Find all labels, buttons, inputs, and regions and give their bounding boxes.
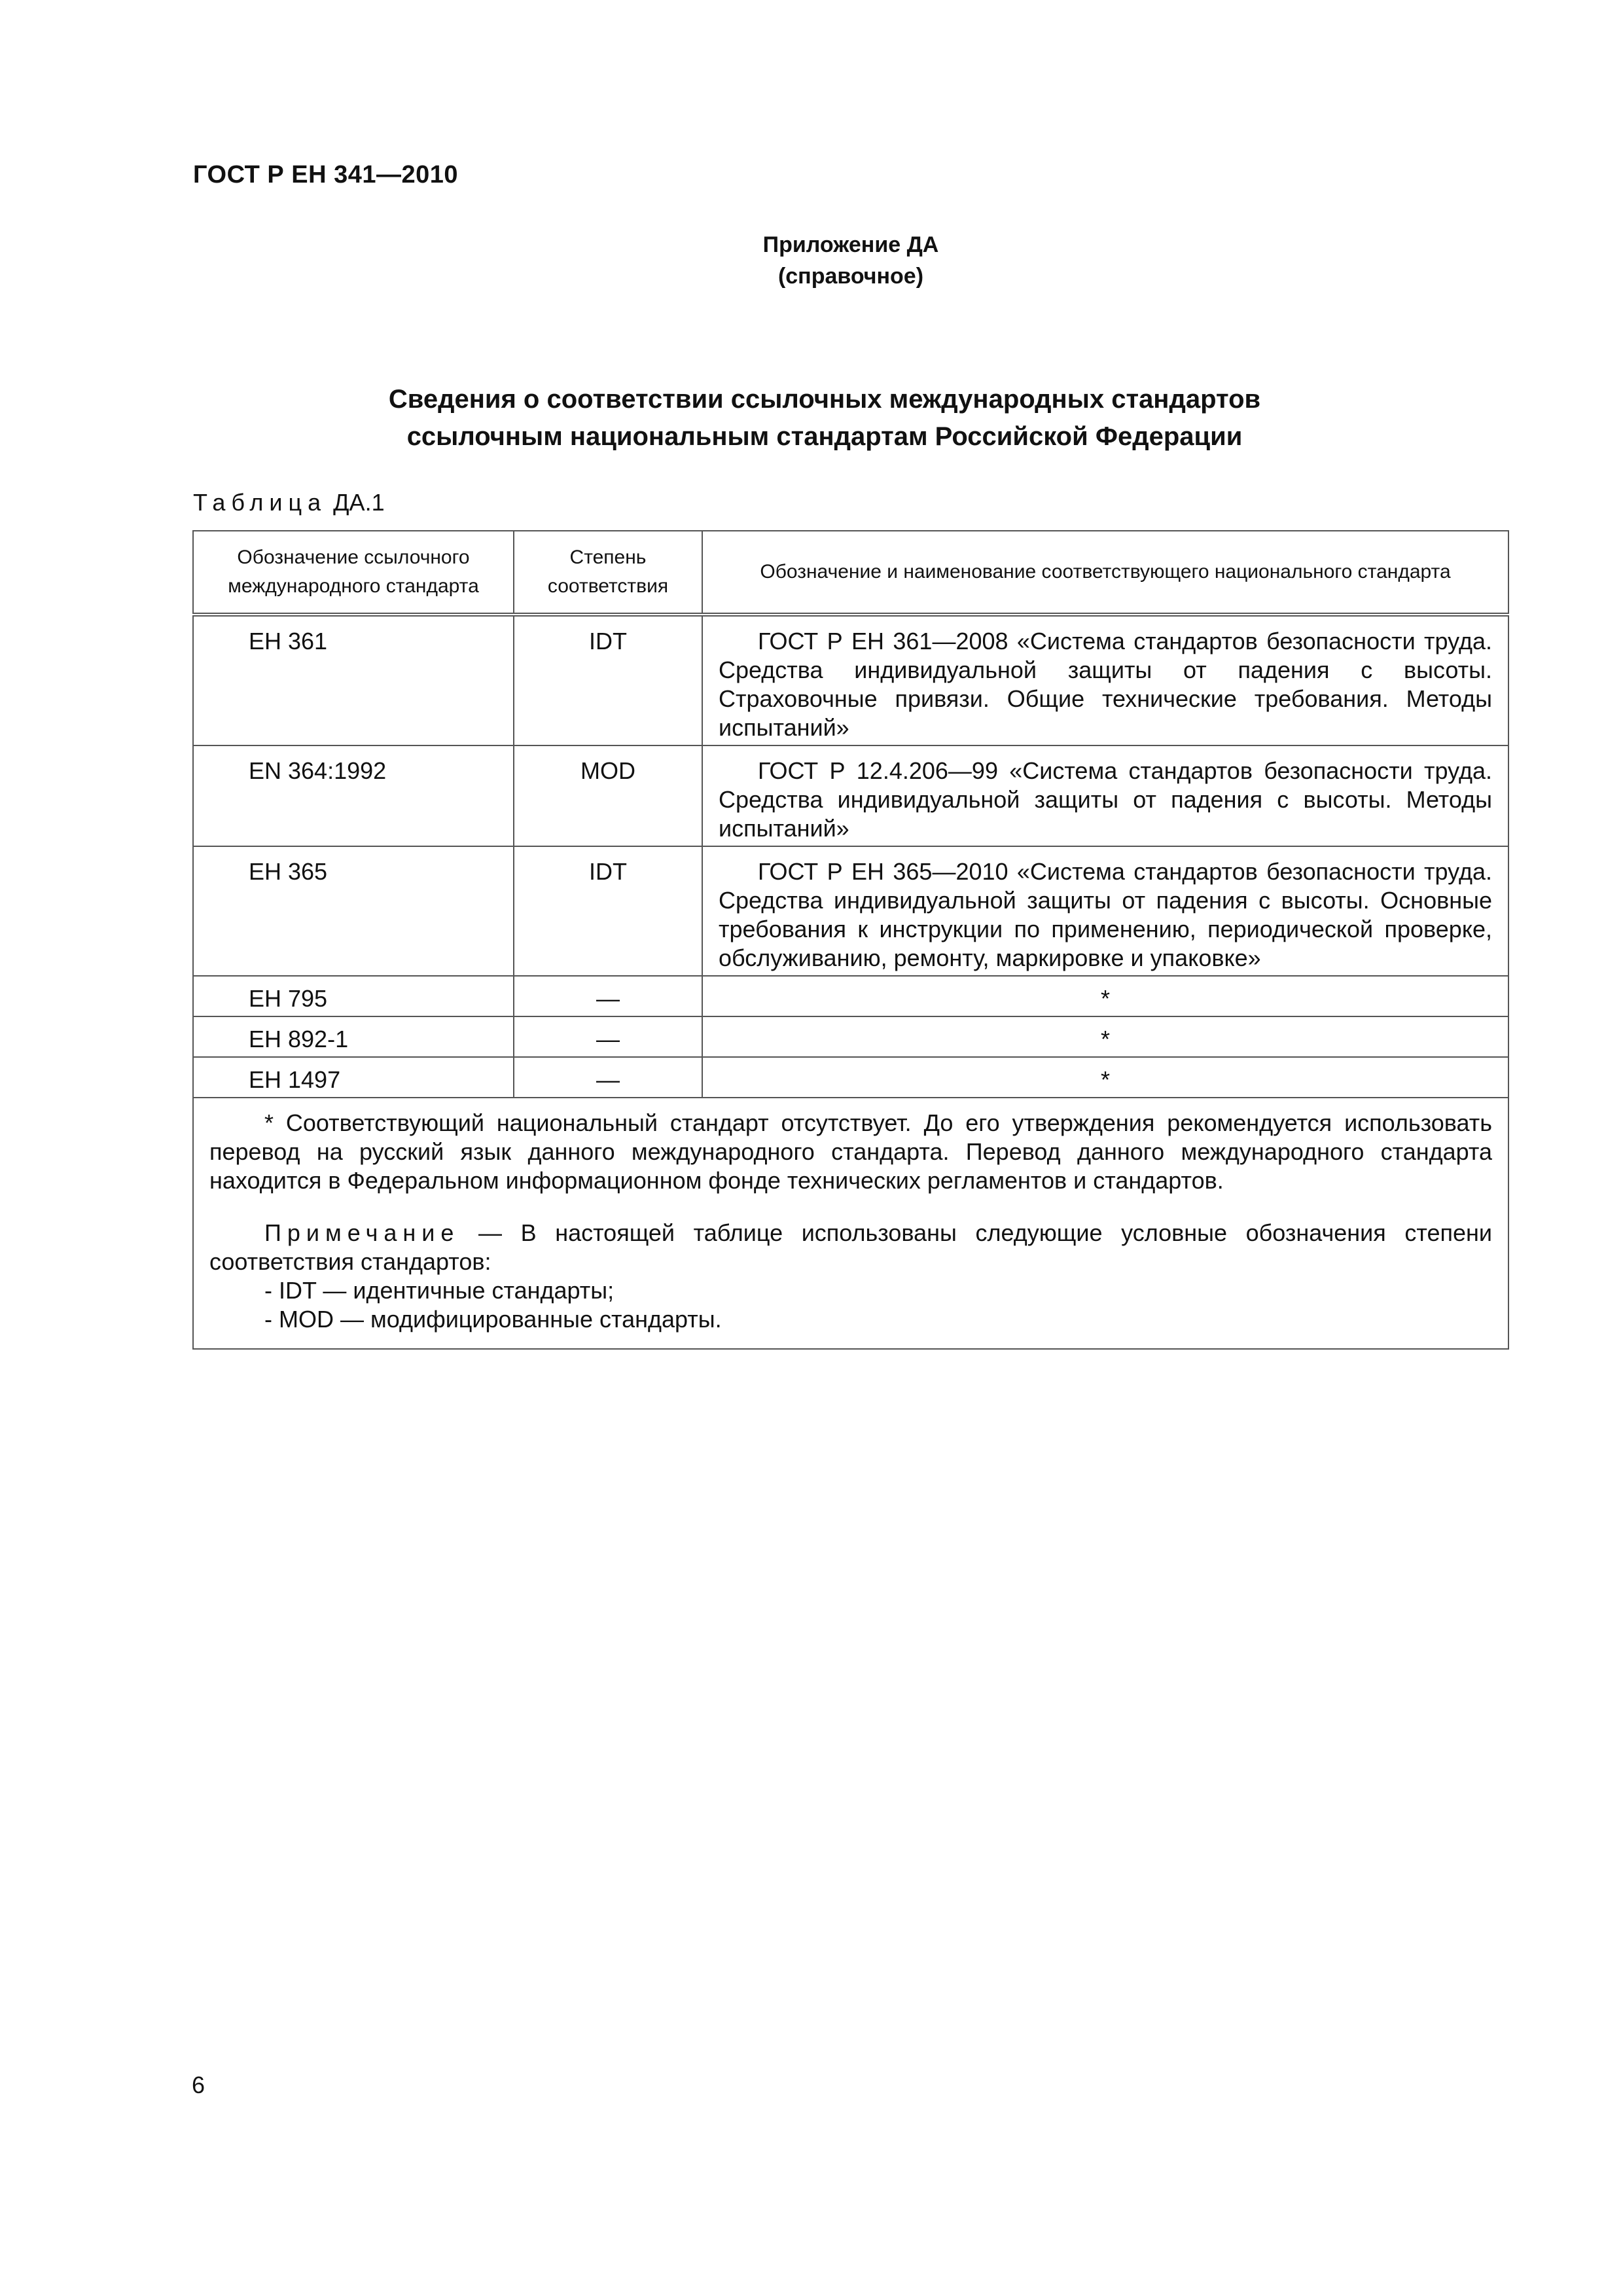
cell-degree: IDT (514, 615, 702, 745)
cell-national-standard: * (702, 1057, 1508, 1098)
cell-national-standard: * (702, 1016, 1508, 1057)
column-header-designation: Обозначение ссылочного международного стандарта (193, 531, 514, 615)
document-code: ГОСТ Р ЕН 341—2010 (193, 161, 459, 188)
table-row (193, 976, 1508, 1016)
note-text: — В настоящей таблице использованы следующие условные обозначения степени соответствия стандартов: (209, 1219, 1492, 1275)
cell-designation: ЕН 892-1 (193, 1016, 514, 1057)
cell-degree: — (514, 1016, 702, 1057)
table-footer-cell (193, 1098, 1508, 1349)
table-row (193, 615, 1508, 745)
note-label: Примечание (264, 1219, 460, 1246)
standards-correspondence-table (192, 530, 1509, 1350)
section-heading-line-2: ссылочным национальным стандартам Российской Федерации (406, 422, 1243, 451)
cell-national-standard: * (702, 976, 1508, 1016)
table-row (193, 1016, 1508, 1057)
table-caption (193, 489, 385, 516)
cell-designation: ЕН 361 (193, 615, 514, 745)
table-header-row (193, 531, 1508, 615)
cell-designation: ЕН 365 (193, 846, 514, 976)
table-footnote: * Соответствующий национальный стандарт отсутствует. До его утверждения рекомендуется использовать перевод на русский язык данного международного стандарта. Перевод данного международного стандарта находится в Федеральном информационном фонде технических регламентов и стандартов. (209, 1109, 1492, 1194)
table-row (193, 1057, 1508, 1098)
cell-designation: ЕН 795 (193, 976, 514, 1016)
cell-degree: MOD (514, 745, 702, 846)
table-note (209, 1219, 1492, 1276)
table-row (193, 846, 1508, 976)
cell-national-standard: ГОСТ Р ЕН 361—2008 «Система стандартов безопасности труда. Средства индивидуальной защиты от падения с высоты. Страховочные привязи. Общие технические требования. Методы испытаний» (702, 615, 1508, 745)
table-footer-row (193, 1098, 1508, 1349)
cell-degree: — (514, 976, 702, 1016)
note-list-item: - MOD — модифицированные стандарты. (264, 1306, 722, 1333)
cell-designation: EN 364:1992 (193, 745, 514, 846)
column-header-national-standard: Обозначение и наименование соответствующего национального стандарта (702, 531, 1508, 615)
column-header-degree: Степень соответствия (514, 531, 702, 615)
table-caption-number: ДА.1 (333, 489, 385, 516)
table-caption-word: Таблица (193, 489, 327, 516)
cell-designation: ЕН 1497 (193, 1057, 514, 1098)
section-heading-line-1: Сведения о соответствии ссылочных международных стандартов (388, 385, 1261, 414)
cell-national-standard: ГОСТ Р 12.4.206—99 «Система стандартов безопасности труда. Средства индивидуальной защиты от падения с высоты. Методы испытаний» (702, 745, 1508, 846)
page-number: 6 (192, 2072, 205, 2098)
cell-national-standard: ГОСТ Р ЕН 365—2010 «Система стандартов безопасности труда. Средства индивидуальной защиты от падения с высоты. Основные требования к инструкции по применению, периодической проверке, обслуживанию, ремонту, маркировке и упаковке» (702, 846, 1508, 976)
cell-degree: IDT (514, 846, 702, 976)
annex-title: Приложение ДА (762, 232, 939, 257)
note-list-item: - IDT — идентичные стандарты; (264, 1277, 615, 1304)
cell-degree: — (514, 1057, 702, 1098)
table-row (193, 745, 1508, 846)
annex-type: (справочное) (777, 264, 924, 289)
